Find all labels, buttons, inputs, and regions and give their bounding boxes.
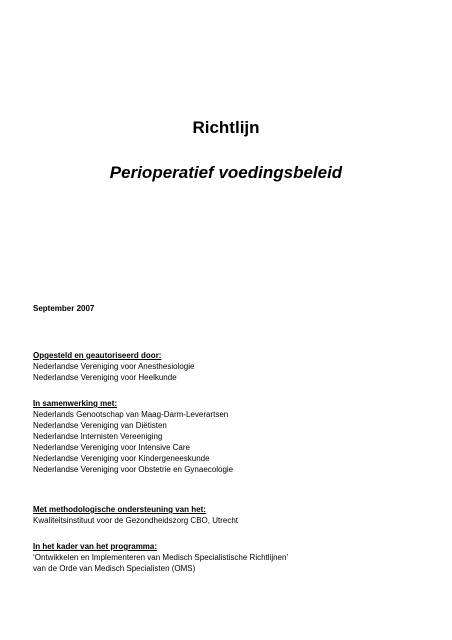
section-line: Nederlandse Internisten Vereeniging [33,432,163,441]
section-program [33,541,288,574]
section-methodological-support [33,504,238,526]
section-heading: Opgesteld en geautoriseerd door: [33,351,162,360]
document-subtitle: Perioperatief voedingsbeleid [109,163,343,182]
section-heading: In samenwerking met: [33,399,118,408]
section-line: Nederlandse Vereniging voor Kindergeneeskunde [33,454,210,463]
section-collaboration [33,398,233,475]
section-line: Nederlandse Vereniging voor Anesthesiologie [33,362,195,371]
section-heading: Met methodologische ondersteuning van het: [33,505,206,514]
section-line: Nederlandse Vereniging van Diëtisten [33,421,167,430]
section-heading: In het kader van het programma: [33,542,158,551]
section-line: Nederlandse Vereniging voor Heelkunde [33,373,177,382]
section-line: van de Orde van Medisch Specialisten (OMS) [33,564,196,573]
document-date: September 2007 [33,304,95,313]
section-authored-by [33,350,194,383]
section-line: Kwaliteitsinstituut voor de Gezondheidszorg CBO, Utrecht [33,516,238,525]
section-line: Nederlandse Vereniging voor Intensive Care [33,443,190,452]
section-line: Nederlands Genootschap van Maag-Darm-Leverartsen [33,410,229,419]
section-line: Nederlandse Vereniging voor Obstetrie en Gynaecologie [33,465,234,474]
section-line: ‘Ontwikkelen en Implementeren van Medisch Specialistische Richtlijnen’ [33,553,289,562]
document-title: Richtlijn [192,118,260,137]
